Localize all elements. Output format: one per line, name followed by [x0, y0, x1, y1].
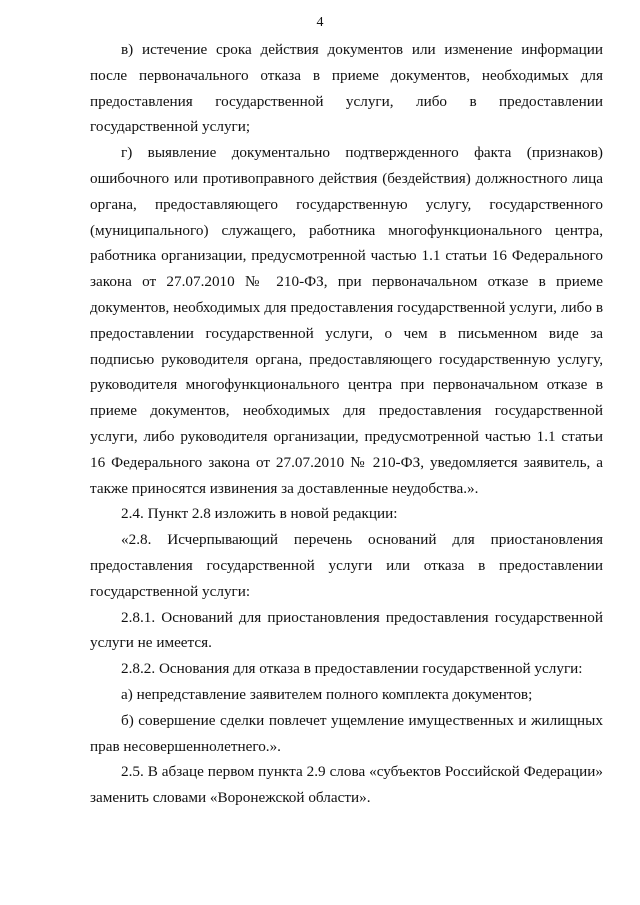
- paragraph-2-8-1: 2.8.1. Оснований для приостановления предоставления государственной услуги не имеется.: [90, 608, 603, 652]
- paragraph-item-b: б) совершение сделки повлечет ущемление имущественных и жилищных прав несовершеннолетнего.».: [90, 711, 603, 755]
- paragraph-item-g: г) выявление документально подтвержденного факта (признаков) ошибочного или противоправного действия (бездействия) должностного лица органа, предоставляющего государственную услугу, государственного (муниципального) служащего, работника многофункционального центра, работника организации, предусмотренной частью 1.1 статьи 16 Федерального закона от 27.07.2010 № 210-ФЗ, при первоначальном отказе в приеме документов, необходимых для предоставления государственной услуги, либо в предоставлении государственной услуги, о чем в письменном виде за подписью руководителя органа, предоставляющего государственную услугу, руководителя многофункционального центра при первоначальном отказе в приеме документов, необходимых для предоставления государственной услуги, либо руководителя организации, предусмотренной частью 1.1 статьи 16 Федерального закона от 27.07.2010 № 210-ФЗ, уведомляется заявитель, а также приносятся извинения за доставленные неудобства.».: [90, 144, 603, 497]
- paragraph-item-v: в) истечение срока действия документов или изменение информации после первоначального отказа в приеме документов, необходимых для предоставления государственной услуги, либо в предоставлении государственной услуги;: [90, 41, 603, 136]
- paragraph-2-8: «2.8. Исчерпывающий перечень оснований для приостановления предоставления государственной услуги или отказа в предоставлении государственной услуги:: [90, 531, 603, 600]
- document-body: [90, 37, 603, 811]
- paragraph-2-4: 2.4. Пункт 2.8 изложить в новой редакции:: [121, 505, 398, 523]
- paragraph-2-5: 2.5. В абзаце первом пункта 2.9 слова «субъектов Российской Федерации» заменить словами «Воронежской области».: [90, 763, 603, 807]
- paragraph-2-8-2: 2.8.2. Основания для отказа в предоставлении государственной услуги:: [121, 660, 583, 678]
- paragraph-item-a: а) непредставление заявителем полного комплекта документов;: [121, 685, 533, 703]
- page-number: 4: [316, 15, 324, 30]
